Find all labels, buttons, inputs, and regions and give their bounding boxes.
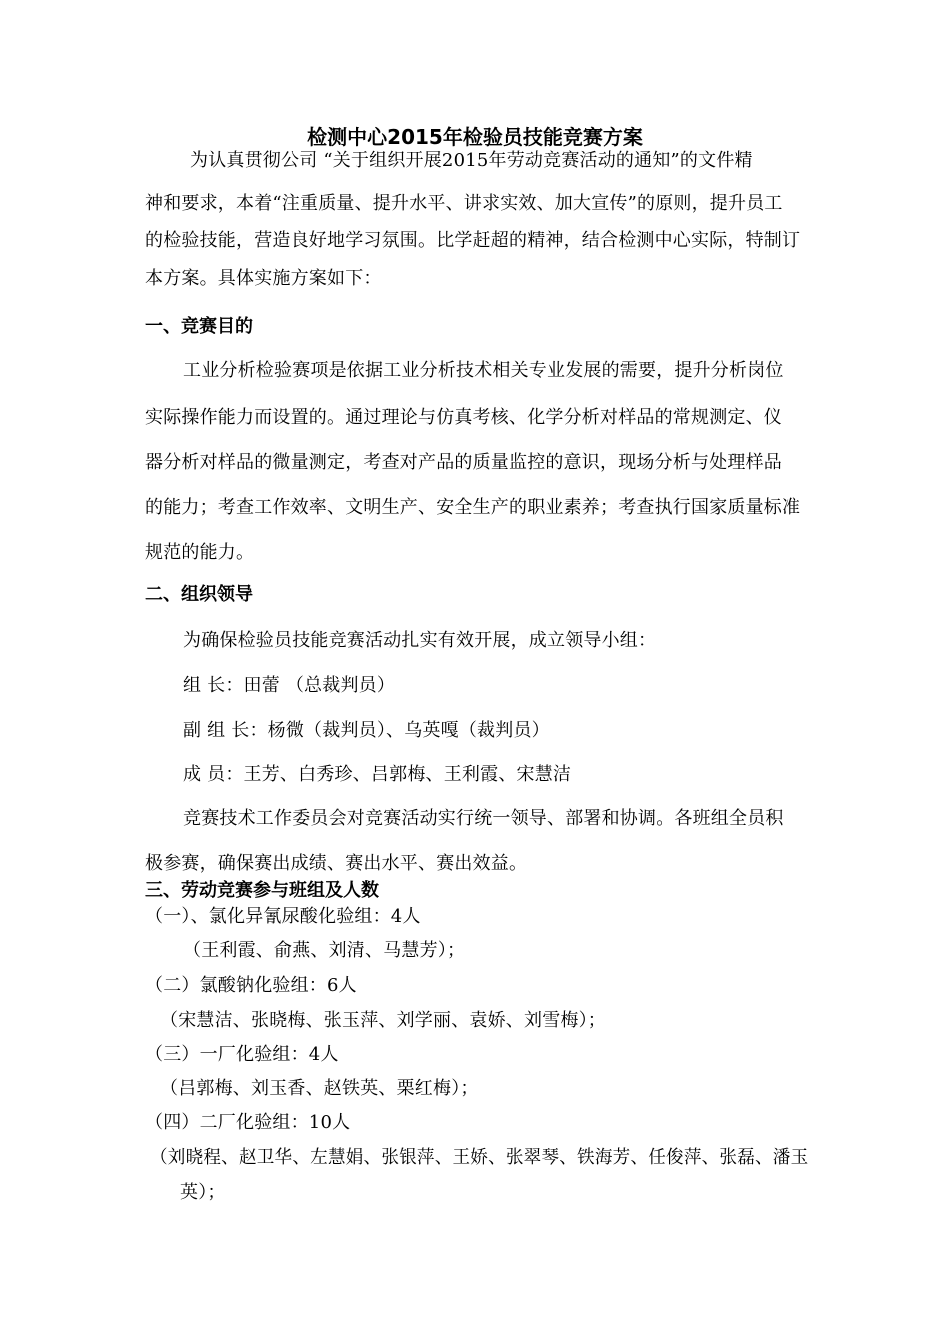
team-3-members: （吕郭梅、刘玉香、赵铁英、栗红梅）； (160, 1078, 479, 1099)
document-title: 检测中心2015年检验员技能竞赛方案 (307, 125, 643, 149)
leadership-note-2: 极参赛，确保赛出成绩、赛出水平、赛出效益。 (145, 853, 528, 874)
intro-line-1: 为认真贯彻公司 “关于组织开展2015年劳动竞赛活动的通知”的文件精 (190, 150, 753, 171)
purpose-line-4: 的能力；考查工作效率、文明生产、安全生产的职业素养；考查执行国家质量标准 (145, 497, 801, 518)
team-4-members-line-2: 英）； (180, 1182, 226, 1203)
leadership-members: 成 员：王芳、白秀珍、吕郭梅、王利霞、宋慧洁 (183, 764, 572, 785)
leadership-deputy: 副 组 长：杨微（裁判员）、乌英嘎（裁判员） (183, 720, 550, 741)
leadership-note-1: 竞赛技术工作委员会对竞赛活动实行统一领导、部署和协调。各班组全员积 (183, 808, 784, 829)
team-2-members: （宋慧洁、张晓梅、张玉萍、刘学丽、袁娇、刘雪梅）； (160, 1010, 606, 1031)
purpose-line-1: 工业分析检验赛项是依据工业分析技术相关专业发展的需要，提升分析岗位 (183, 360, 784, 381)
leadership-leader: 组 长：田蕾 （总裁判员） (183, 675, 396, 696)
leadership-intro: 为确保检验员技能竞赛活动扎实有效开展，成立领导小组： (183, 630, 657, 651)
intro-line-2: 神和要求，本着“注重质量、提升水平、讲求实效、加大宣传”的原则，提升员工 (145, 193, 783, 214)
section-heading-teams: 三、劳动竞赛参与班组及人数 (145, 880, 379, 901)
team-4-members-line-1: （刘晓程、赵卫华、左慧娟、张银萍、王娇、张翠琴、铁海芳、任俊萍、张磊、潘玉 (150, 1147, 809, 1168)
purpose-line-2: 实际操作能力而设置的。通过理论与仿真考核、化学分析对样品的常规测定、仪 (145, 407, 782, 428)
team-3-title: （三）一厂化验组：4人 (145, 1044, 339, 1065)
team-4-title: （四）二厂化验组：10人 (145, 1112, 351, 1133)
intro-line-3: 的检验技能，营造良好地学习氛围。比学赶超的精神，结合检测中心实际，特制订 (145, 230, 801, 251)
team-1-title: （一）、氯化异氰尿酸化验组：4人 (145, 906, 421, 927)
intro-line-4: 本方案。具体实施方案如下： (145, 268, 382, 289)
section-heading-leadership: 二、组织领导 (145, 584, 253, 605)
purpose-line-3: 器分析对样品的微量测定，考查对产品的质量监控的意识，现场分析与处理样品 (145, 452, 782, 473)
team-1-members: （王利霞、俞燕、刘清、马慧芳）； (183, 940, 466, 961)
team-2-title: （二）氯酸钠化验组：6人 (145, 975, 357, 996)
purpose-line-5: 规范的能力。 (145, 542, 255, 563)
section-heading-purpose: 一、竞赛目的 (145, 316, 253, 337)
